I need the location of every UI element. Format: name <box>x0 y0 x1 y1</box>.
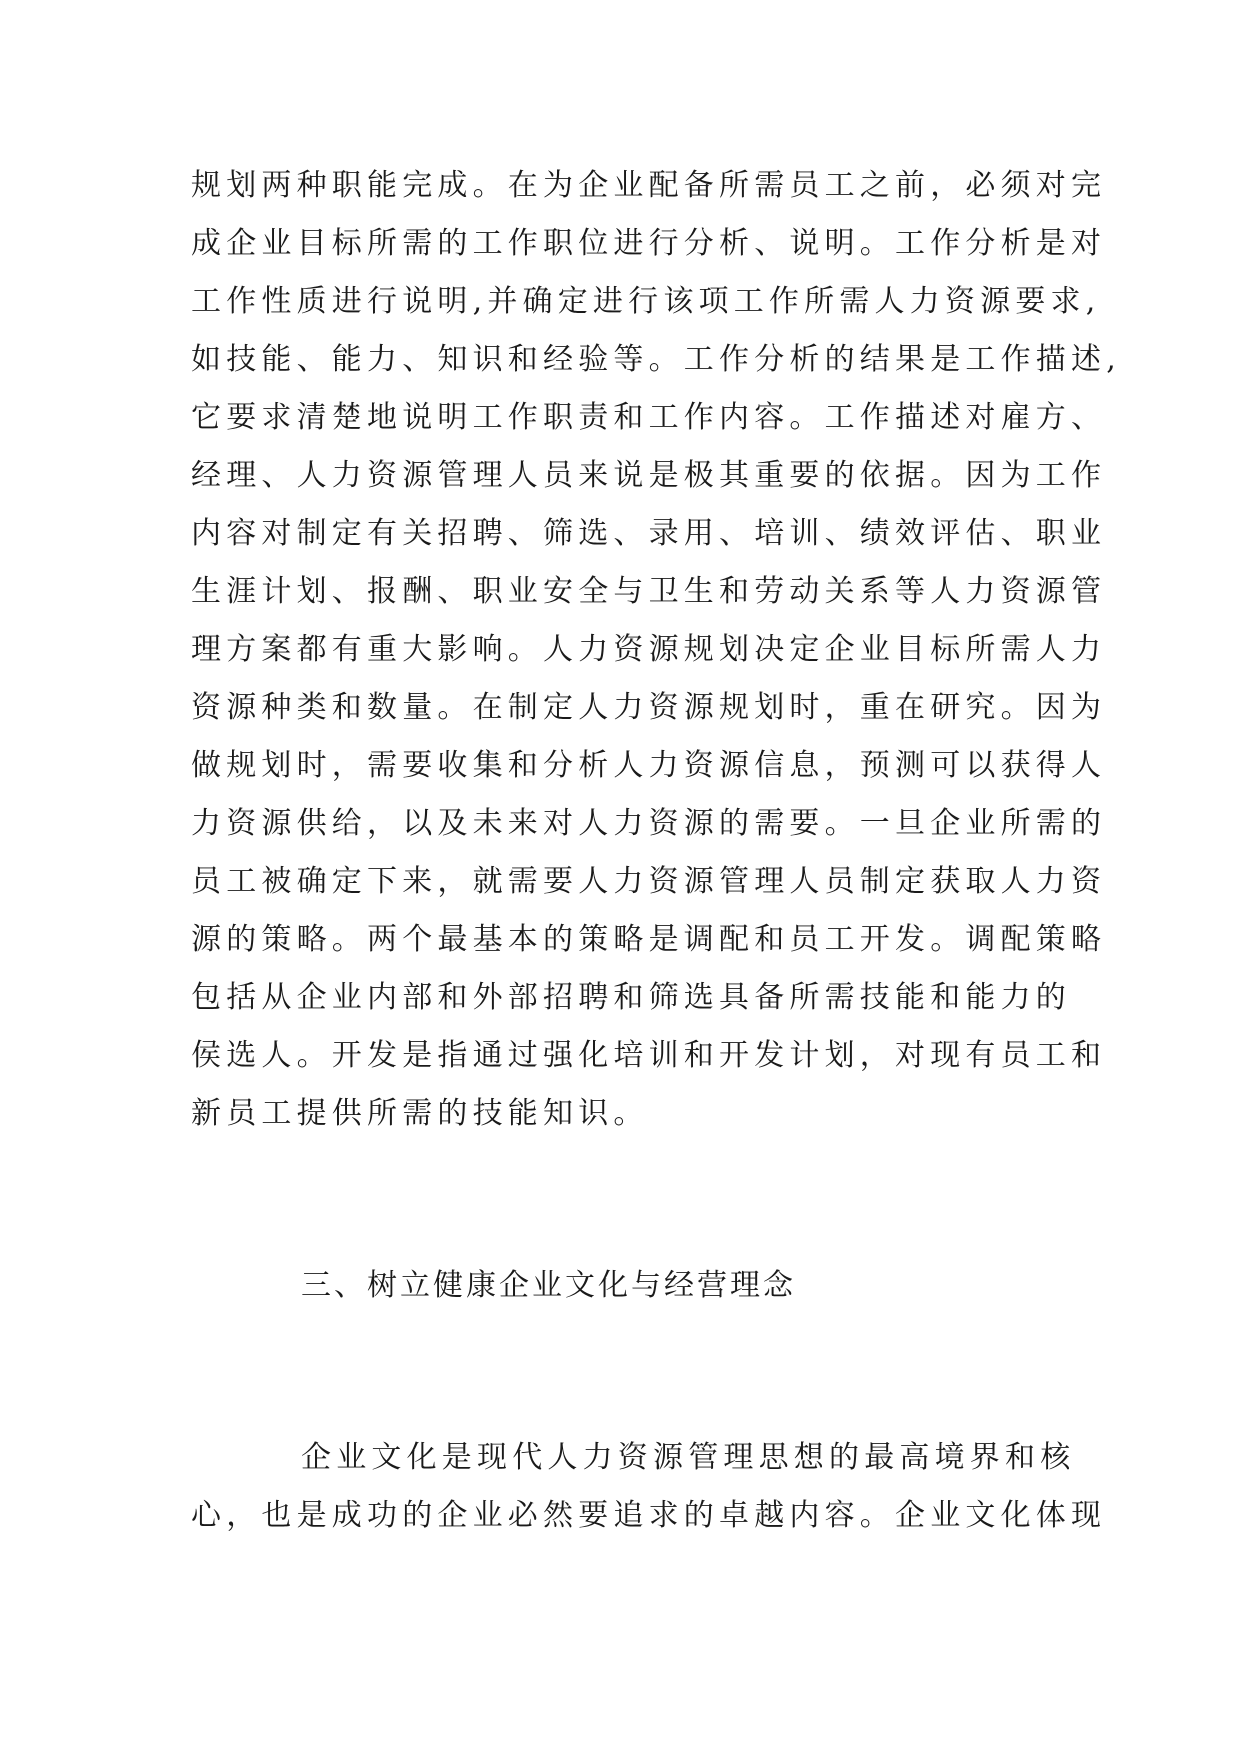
paragraph-line: 力资源供给，以及未来对人力资源的需要。一旦企业所需的 <box>191 806 1107 841</box>
paragraph-line: 理方案都有重大影响。人力资源规划决定企业目标所需人力 <box>191 632 1107 667</box>
paragraph-line: 内容对制定有关招聘、筛选、录用、培训、绩效评估、职业 <box>191 516 1107 551</box>
section-heading: 三、树立健康企业文化与经营理念 <box>301 1268 796 1303</box>
paragraph-line: 规划两种职能完成。在为企业配备所需员工之前，必须对完 <box>191 168 1107 203</box>
paragraph-line: 资源种类和数量。在制定人力资源规划时，重在研究。因为 <box>191 690 1107 725</box>
paragraph-line: 心，也是成功的企业必然要追求的卓越内容。企业文化体现 <box>191 1498 1107 1533</box>
paragraph-line: 经理、人力资源管理人员来说是极其重要的依据。因为工作 <box>191 458 1107 493</box>
paragraph-line: 侯选人。开发是指通过强化培训和开发计划，对现有员工和 <box>191 1038 1107 1073</box>
paragraph-line: 企业文化是现代人力资源管理思想的最高境界和核 <box>301 1440 1076 1475</box>
paragraph-line: 工作性质进行说明,并确定进行该项工作所需人力资源要求, <box>191 284 1101 319</box>
paragraph-line: 生涯计划、报酬、职业安全与卫生和劳动关系等人力资源管 <box>191 574 1107 609</box>
paragraph-line: 它要求清楚地说明工作职责和工作内容。工作描述对雇方、 <box>191 400 1107 435</box>
paragraph-line: 员工被确定下来，就需要人力资源管理人员制定获取人力资 <box>191 864 1107 899</box>
paragraph-line: 包括从企业内部和外部招聘和筛选具备所需技能和能力的 <box>191 980 1071 1015</box>
paragraph-line: 新员工提供所需的技能知识。 <box>191 1096 649 1131</box>
paragraph-line: 做规划时，需要收集和分析人力资源信息，预测可以获得人 <box>191 748 1107 783</box>
paragraph-line: 如技能、能力、知识和经验等。工作分析的结果是工作描述, <box>191 342 1121 377</box>
paragraph-line: 源的策略。两个最基本的策略是调配和员工开发。调配策略 <box>191 922 1107 957</box>
paragraph-line: 成企业目标所需的工作职位进行分析、说明。工作分析是对 <box>191 226 1107 261</box>
